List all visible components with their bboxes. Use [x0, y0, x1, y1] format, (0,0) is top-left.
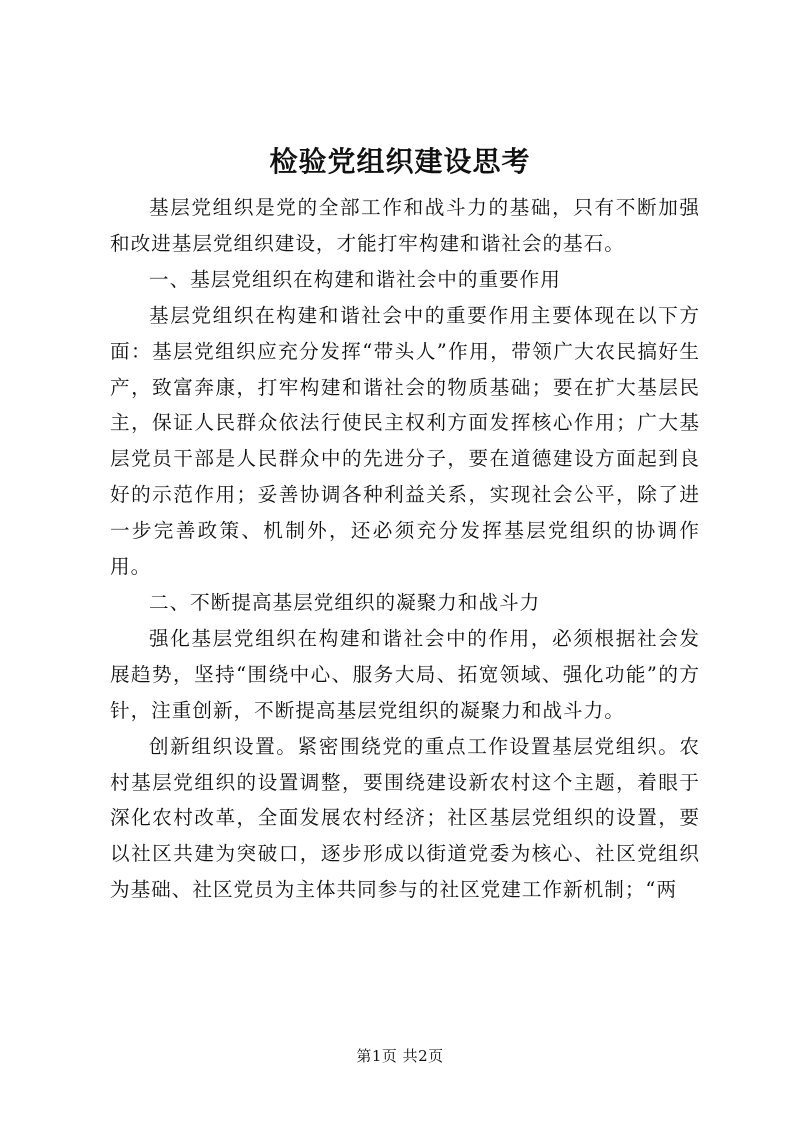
document-body — [110, 190, 700, 908]
page-number-footer: 第1页 共2页 — [356, 1047, 444, 1065]
section-heading-2: 二、不断提高基层党组织的凝聚力和战斗力 — [149, 590, 541, 614]
document-title: 检验党组织建设思考 — [269, 145, 531, 178]
paragraph-org-setup: 创新组织设置。紧密围绕党的重点工作设置基层党组织。农村基层党组织的设置调整，要围绕建设新农村这个主题，着眼于深化农村改革，全面发展农村经济；社区基层党组织的设置，要以社区共建为突破口，逐步形成以街道党委为核心、社区党组织为基础、社区党员为主体共同参与的社区党建工作新机制；“两 — [110, 734, 700, 902]
paragraph-section-2: 强化基层党组织在构建和谐社会中的作用，必须根据社会发展趋势，坚持“围绕中心、服务大局、拓宽领域、强化功能”的方针，注重创新，不断提高基层党组织的凝聚力和战斗力。 — [110, 626, 700, 722]
paragraph-section-1: 基层党组织在构建和谐社会中的重要作用主要体现在以下方面：基层党组织应充分发挥“带头人”作用，带领广大农民搞好生产，致富奔康，打牢构建和谐社会的物质基础；要在扩大基层民主，保证人民群众依法行使民主权利方面发挥核心作用；广大基层党员干部是人民群众中的先进分子，要在道德建设方面起到良好的示范作用；妥善协调各种利益关系，实现社会公平，除了进一步完善政策、机制外，还必须充分发挥基层党组织的协调作用。 — [110, 303, 700, 579]
section-heading-1: 一、基层党组织在构建和谐社会中的重要作用 — [149, 267, 561, 291]
paragraph-intro: 基层党组织是党的全部工作和战斗力的基础，只有不断加强和改进基层党组织建设，才能打牢构建和谐社会的基石。 — [110, 196, 700, 255]
